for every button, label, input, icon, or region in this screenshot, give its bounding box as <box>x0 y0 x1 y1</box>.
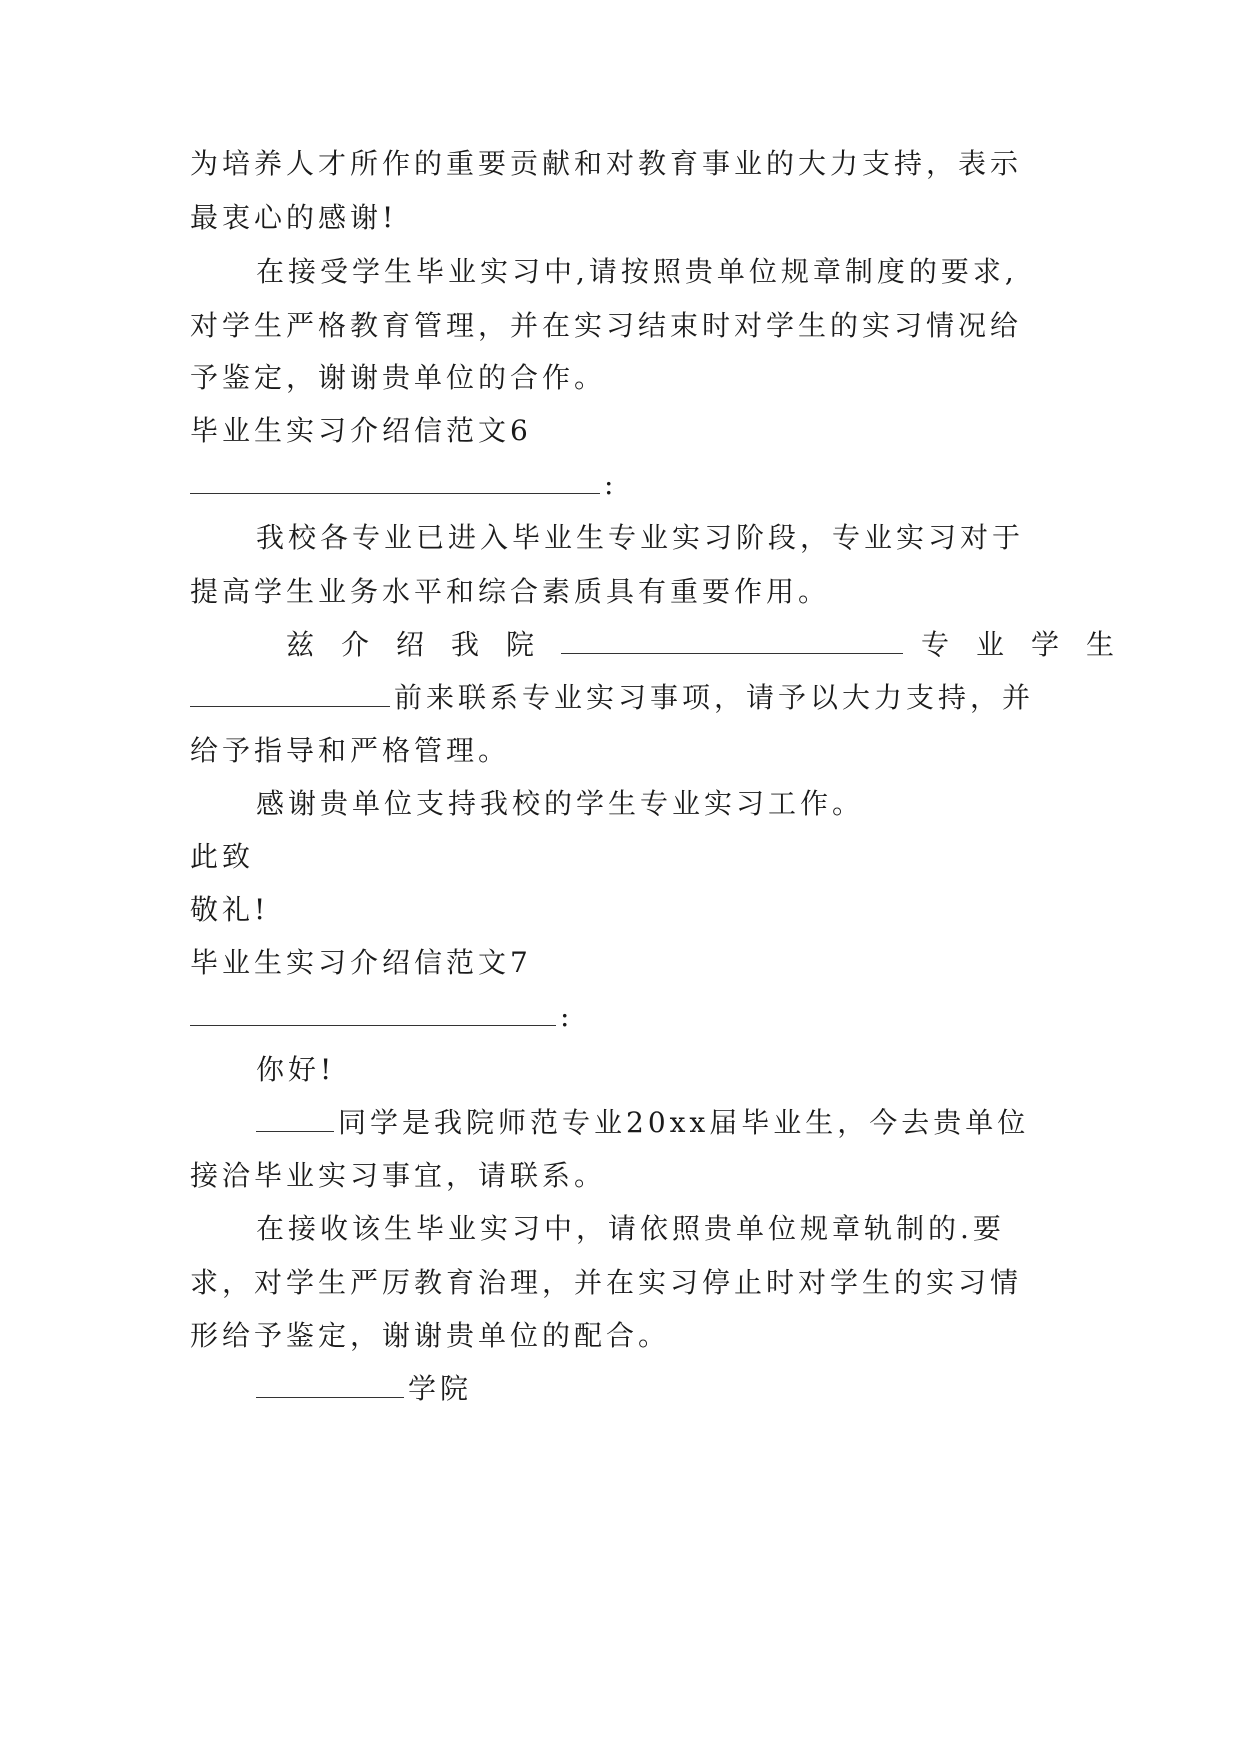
recipient-blank <box>190 999 556 1026</box>
intro-text: 兹介绍我院 <box>286 628 562 661</box>
recipient-line-7 <box>190 997 573 1037</box>
paragraph-line <box>286 625 1141 665</box>
recipient-blank <box>190 467 600 494</box>
paragraph-line: 予鉴定，谢谢贵单位的合作。 <box>190 361 607 394</box>
major-blank <box>561 627 903 654</box>
recipient-line-6 <box>190 465 617 505</box>
paragraph-text: 同学是我院师范专业20xx届毕业生，今去贵单位 <box>338 1106 1030 1139</box>
paragraph-line: 求，对学生严厉教育治理，并在实习停止时对学生的实习情 <box>190 1266 1023 1299</box>
paragraph-line: 接洽毕业实习事宜，请联系。 <box>190 1159 607 1192</box>
paragraph-line <box>256 1103 1029 1143</box>
paragraph-line: 在接受学生毕业实习中,请按照贵单位规章制度的要求, <box>256 255 1018 288</box>
paragraph-line: 我校各专业已进入毕业生专业实习阶段，专业实习对于 <box>256 521 1025 554</box>
paragraph-line: 感谢贵单位支持我校的学生专业实习工作。 <box>256 787 865 820</box>
student-text: 专业学生 <box>921 628 1142 661</box>
paragraph-line: 在接收该生毕业实习中，请依照贵单位规章轨制的.要 <box>256 1212 1005 1245</box>
paragraph-text: 前来联系专业实习事项，请予以大力支持，并 <box>394 681 1035 714</box>
closing-line: 敬礼! <box>190 893 270 926</box>
greeting: 你好! <box>256 1053 336 1086</box>
student-name-blank <box>190 680 390 707</box>
section-heading-6: 毕业生实习介绍信范文6 <box>190 414 532 447</box>
paragraph-line <box>190 678 1034 718</box>
college-blank <box>256 1371 404 1398</box>
paragraph-line: 给予指导和严格管理。 <box>190 734 511 767</box>
paragraph-line: 最衷心的感谢! <box>190 201 398 234</box>
paragraph-line: 为培养人才所作的重要贡献和对教育事业的大力支持，表示 <box>190 147 1023 180</box>
paragraph-line: 提高学生业务水平和综合素质具有重要作用。 <box>190 575 831 608</box>
section-heading-7: 毕业生实习介绍信范文7 <box>190 946 532 979</box>
closing-line: 此致 <box>190 840 255 873</box>
paragraph-line: 形给予鉴定，谢谢贵单位的配合。 <box>190 1319 671 1352</box>
student-name-blank <box>256 1105 334 1132</box>
recipient-colon: : <box>604 468 618 501</box>
paragraph-line: 对学生严格教育管理，并在实习结束时对学生的实习情况给 <box>190 309 1023 342</box>
recipient-colon: : <box>560 1000 574 1033</box>
signature-line <box>256 1369 472 1409</box>
college-label: 学院 <box>408 1372 473 1405</box>
